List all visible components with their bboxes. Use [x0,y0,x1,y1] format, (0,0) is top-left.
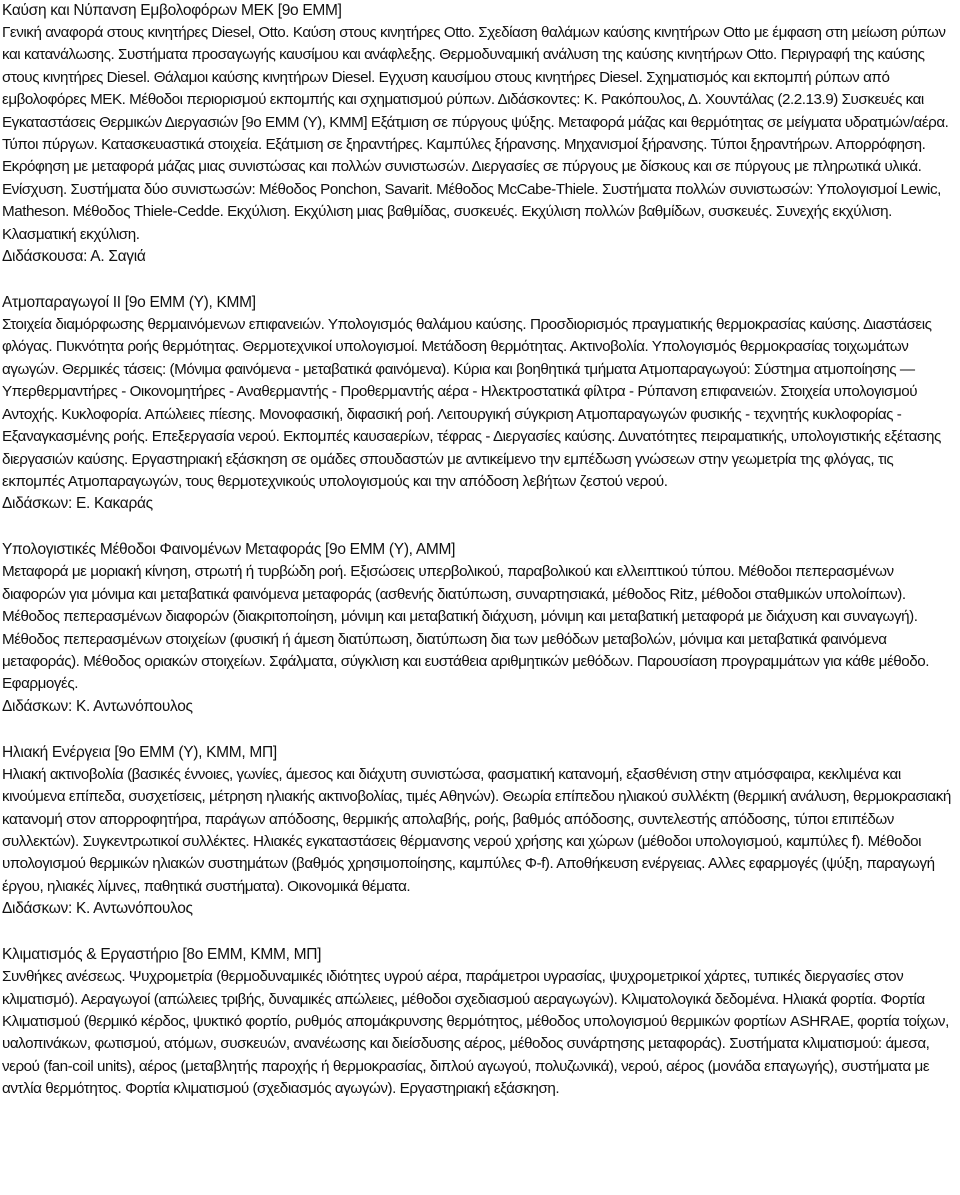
course-section-computational-methods [2,539,958,717]
course-instructor: Διδάσκων: Κ. Αντωνόπουλος [2,697,193,715]
course-description: Μεταφορά με μοριακή κίνηση, στρωτή ή τυρβώδη ροή. Εξισώσεις υπερβολικού, παραβολικού και ελλειπτικού τύπου. Μέθοδοι πεπερασμένων διαφορών για μόνιμα και μεταβατικά φαινόμενα μεταφοράς (ασθενής διατύπωση, συναρτησιακά, μέθοδος Ritz, μέθοδοι σταθμικών υπολοίπων). Μέθοδος πεπερασμένων διαφορών (διακριτοποίηση, μόνιμη και μεταβατική διάχυση, μόνιμη και μεταβατική μεταφορά με διάχυση και συναγωγή). Μέθοδος πεπερασμένων στοιχείων (φυσική ή άμεση διατύπωση, διατύπωση δια των μεθόδων μεταβολών, μόνιμα και μεταβατικά φαινόμενα μεταφοράς). Μέθοδος οριακών στοιχείων. Σφάλματα, σύγκλιση και ευστάθεια αριθμητικών μεθόδων. Παρουσίαση προγραμμάτων για κάθε μέθοδο. Εφαρμογές. [2,563,930,693]
course-description: Στοιχεία διαμόρφωσης θερμαινόμενων επιφανειών. Υπολογισμός θαλάμου καύσης. Προσδιορισμός πραγματικής θερμοκρασίας καύσης. Διαστάσεις φλόγας. Πυκνότητα ροής θερμότητας. Θερμοτεχνικοί υπολογισμοί. Μετάδοση θερμότητας. Ακτινοβολία. Υπολογισμός θερμοκρασίας τοιχωμάτων αγωγών. Θερμικές τάσεις: (Μόνιμα φαινόμενα - μεταβατικά φαινόμενα). Κύρια και βοηθητικά τμήματα Ατμοπαραγωγού: Σύστημα ατμοποίησης — Υπερθερμαντήρες - Οικονομητήρες - Αναθερμαντής - Προθερμαντής αέρα - Ηλεκτροστατικά φίλτρα - Ρύπανση επιφανειών. Στοιχεία υπολογισμού Αντοχής. Κυκλοφορία. Απώλειες πίεσης. Μονοφασική, διφασική ροή. Λειτουργική σύγκριση Ατμοπαραγωγών φυσικής - τεχνητής κυκλοφορίας - Εξαναγκασμένης ροής. Επεξεργασία νερού. Εκπομπές καυσαερίων, τέφρας - Διεργασίες καύσης. Δυνατότητες πειραματικής, υπολογιστικής εξέτασης διεργασιών καύσης. Εργαστηριακή εξάσκηση σε ομάδες σπουδαστών με αντικείμενο την εμπέδωση γνώσεων στην γεωμετρία της φλόγας, τις εκπομπές Ατμοπαραγωγών, τους θερμοτεχνικούς υπολογισμούς και την απόδοση λεβήτων ζεστού νερού. [2,316,941,490]
course-section-air-conditioning [2,944,958,1100]
course-title: Ατμοπαραγωγοί ΙΙ [9ο ΕΜΜ (Υ), ΚΜΜ] [2,294,256,312]
course-title: Υπολογιστικές Μέθοδοι Φαινομένων Μεταφοράς [9ο ΕΜΜ (Υ), ΑΜΜ] [2,541,456,559]
course-title: Καύση και Νύπανση Εμβολοφόρων ΜΕΚ [9ο ΕΜΜ] [2,2,342,19]
course-section-steam-generators [2,292,958,515]
course-title: Ηλιακή Ενέργεια [9ο ΕΜΜ (Υ), ΚΜΜ, ΜΠ] [2,743,277,761]
course-section-solar-energy [2,742,958,920]
course-description: Γενική αναφορά στους κινητήρες Diesel, Otto. Καύση στους κινητήρες Otto. Σχεδίαση θαλάμων καύσης κινητήρων Otto με έμφαση στη μείωση ρύπων και κατανάλωσης. Συστήματα προσαγωγής καυσίμου και ανάφλεξης. Θερμοδυναμική ανάλυση της καύσης κινητήρων Otto. Περιγραφή της καύσης στους κινητήρες Diesel. Θάλαμοι καύσης κινητήρων Diesel. Εγχυση καυσίμου στους κινητήρες Diesel. Σχηματισμός και εκπομπή ρύπων από εμβολοφόρες ΜΕΚ. Μέθοδοι περιορισμού εκπομπής και σχηματισμού ρύπων. Διδάσκοντες: Κ. Ρακόπουλος, Δ. Χουντάλας (2.2.13.9) Συσκευές και Εγκαταστάσεις Θερμικών Διεργασιών [9ο ΕΜΜ (Υ), ΚΜΜ] Εξάτμιση σε πύργους ψύξης. Μεταφορά μάζας και θερμότητας σε μείγματα υδρατμών/αέρα. Τύποι πύργων. Κατασκευαστικά στοιχεία. Εξάτμιση σε ξηραντήρες. Καμπύλες ξήρανσης. Μηχανισμοί ξήρανσης. Τύποι ξηραντήρων. Απορρόφηση. Εκρόφηση με μεταφορά μάζας μιας συνιστώσας και πολλών συνιστωσών. Διεργασίες σε πύργους με δίσκους και σε πύργους με πληρωτικά υλικά. Ενίσχυση. Συστήματα δύο συνιστωσών: Μέθοδος Ponchon, Savarit. Μέθοδος McCabe-Thiele. Συστήματα πολλών συνιστωσών: Υπολογισμοί Lewic, Matheson. Μέθοδος Thiele-Cedde. Εκχύλιση. Εκχύλιση μιας βαθμίδας, συσκευές. Εκχύλιση πολλών βαθμίδων, συσκευές. Συνεχής εκχύλιση. Κλασματική εκχύλιση. [2,24,949,243]
course-section-combustion [2,0,958,268]
course-description: Συνθήκες ανέσεως. Ψυχρομετρία (θερμοδυναμικές ιδιότητες υγρού αέρα, παράμετροι υγρασίας, ψυχρομετρικοί χάρτες, τυπικές διεργασίες στον κλιματισμό). Αεραγωγοί (απώλειες τριβής, δυναμικές απώλειες, μέθοδοι σχεδιασμού αεραγωγών). Κλιματολογικά δεδομένα. Ηλιακά φορτία. Φορτία Κλιματισμού (θερμικό κέρδος, ψυκτικό φορτίο, ρυθμός απομάκρυνσης θερμότητος, μέθοδος υπολογισμού θερμικών φορτίων ASHRAE, φορτία τοίχων, υαλοπινάκων, φωτισμού, ατόμων, συσκευών, ανανέωσης και διείσδυσης αέρος, μέθοδος συνάρτησης μεταφοράς). Συστήματα κλιματισμού: άμεσα, νερού (fan-coil units), αέρος (μεταβλητής παροχής ή θερμοκρασίας, διπλού αγωγού, πολυζωνικά), νερού, αέρος (μονάδα επαγωγής), συστήματα με αντλία θερμότητος. Φορτία κλιματισμού (σχεδιασμός αγωγών). Εργαστηριακή εξάσκηση. [2,968,949,1098]
course-description: Ηλιακή ακτινοβολία (βασικές έννοιες, γωνίες, άμεσος και διάχυτη συνιστώσα, φασματική κατανομή, εξασθένιση στην ατμόσφαιρα, κεκλιμένα και κινούμενα επίπεδα, συσχετίσεις, μέτρηση ηλιακής ακτινοβολίας, τιμές Αθηνών). Θεωρία επίπεδου ηλιακού συλλέκτη (θερμική ανάλυση, θερμοκρασιακή κατανομή στον απορροφητήρα, παράγων απόδοσης, θερμικής απολαβής, ροής, βαθμός απόδοσης, συντελεστής απόδοσης, τύποι επιπέδων συλλεκτών). Συγκεντρωτικοί συλλέκτες. Ηλιακές εγκαταστάσεις θέρμανσης νερού χρήσης και χώρων (μέθοδοι υπολογισμού, καμπύλες f). Μέθοδοι υπολογισμού θερμικών ηλιακών συστημάτων (βαθμός χρησιμοποίησης, καμπύλες Φ-f). Αποθήκευση ενέργειας. Αλλες εφαρμογές (ψύξη, παραγωγή έργου, ηλιακές λίμνες, παθητικά συστήματα). Οικονομικά θέματα. [2,765,951,895]
course-title: Κλιματισμός & Εργαστήριο [8ο ΕΜΜ, ΚΜΜ, ΜΠ] [2,946,322,964]
course-instructor: Διδάσκων: Ε. Κακαράς [2,495,153,513]
course-instructor: Διδάσκων: Κ. Αντωνόπουλος [2,900,193,918]
course-instructor: Διδάσκουσα: Α. Σαγιά [2,248,146,266]
